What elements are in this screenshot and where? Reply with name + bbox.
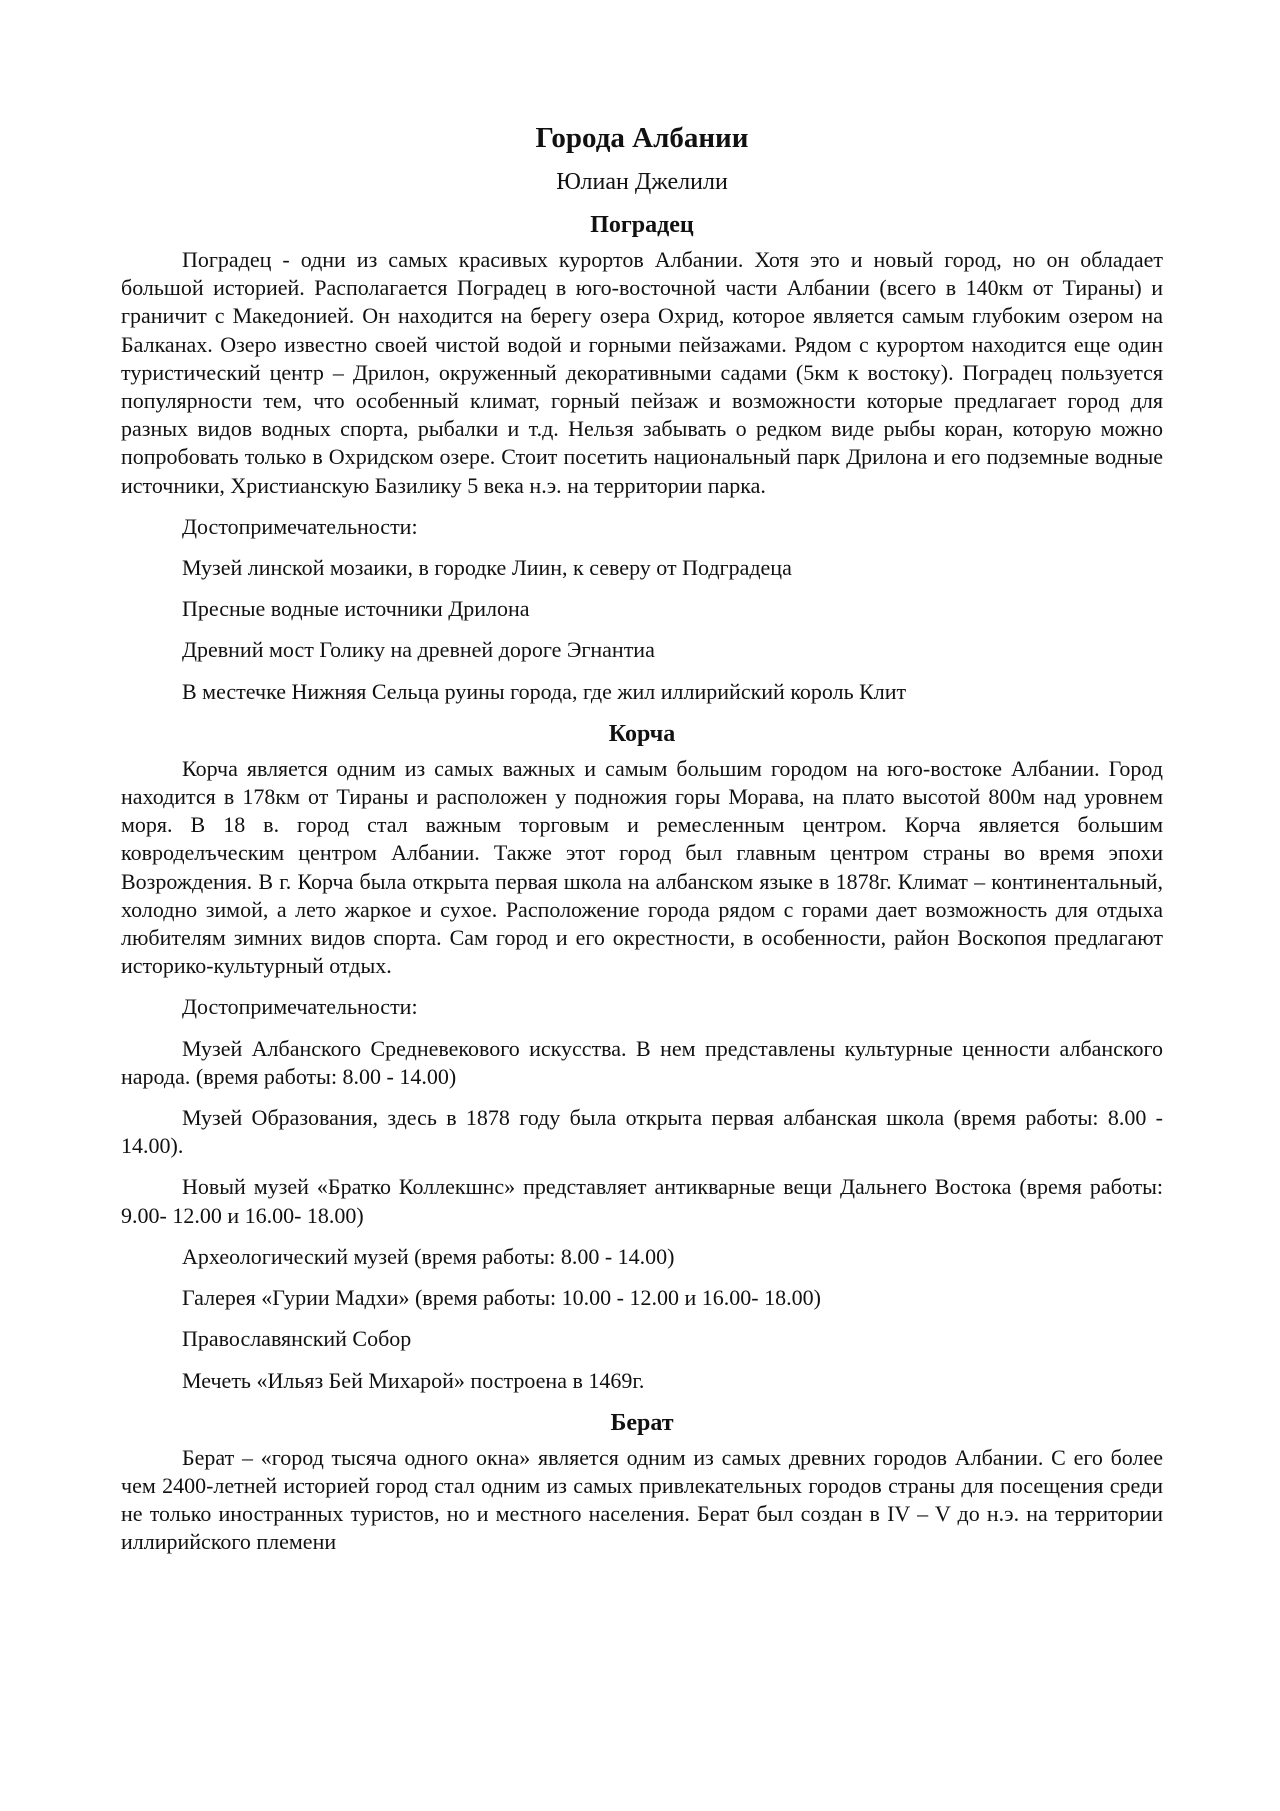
sight-item-korca-3: Новый музей «Братко Коллекшнс» представляет антикварные вещи Дальнего Востока (время работы: 9.00- 12.00 и 16.00- 18.00)	[121, 1174, 1163, 1228]
sight-item-pogradec-1: Музей линской мозаики, в городке Лиин, к северу от Подградеца	[182, 555, 792, 581]
section-heading-berat: Берат	[610, 1409, 674, 1436]
sight-item-korca-2: Музей Образования, здесь в 1878 году была открыта первая албанская школа (время работы: 8.00 - 14.00).	[121, 1105, 1163, 1159]
section-paragraph-korca: Корча является одним из самых важных и самым большим городом на юго-востоке Албании. Город находится в 178км от Тираны и расположен у подножия горы Морава, на плато высотой 800м над уровнем моря. В 18 в. город стал важным торговым и ремесленным центром. Корча является большим ковроделъческим центром Албании. Также этот город был главным центром страны во время эпохи Возрождения. В г. Корча была открыта первая школа на албанском языке в 1878г. Климат – континентальный, холодно зимой, а лето жаркое и сухое. Расположение города рядом с горами дает возможность для отдыха любителям зимних видов спорта. Сам город и его окрестности, в особенности, район Воскопоя предлагают историко-культурный отдых.	[121, 755, 1163, 979]
sight-item-pogradec-3: Древний мост Голику на древней дороге Эгнантиа	[182, 637, 655, 663]
sight-item-korca-6: Православянский Собор	[182, 1326, 412, 1352]
sight-item-pogradec-4: В местечке Нижняя Сельца руины города, где жил иллирийский король Клит	[182, 678, 907, 704]
sight-item-korca-4: Археологический музей (время работы: 8.00 - 14.00)	[182, 1243, 675, 1269]
document-title: Города Албании	[535, 122, 749, 154]
sights-label-pogradec: Достопримечательности:	[182, 513, 418, 539]
section-paragraph-pogradec: Поградец - одни из самых красивых курортов Албании. Хотя это и новый город, но он обладает большой историей. Располагается Поградец в юго-восточной части Албании (всего в 140км от Тираны) и граничит с Македонией. Он находится на берегу озера Охрид, которое является самым глубоким озером на Балканах. Озеро известно своей чистой водой и горными пейзажами. Рядом с курортом находится еще один туристический центр – Дрилон, окруженный декоративными садами (5км к востоку). Поградец пользуется популярности тем, что особенный климат, горный пейзаж и возможности которые предлагает город для разных видов водных спорта, рыбалки и т.д. Нельзя забывать о редком виде рыбы коран, которую можно попробовать только в Охридском озере. Стоит посетить национальный парк Дрилона и его подземные водные источники, Христианскую Базилику 5 века н.э. на территории парка.	[121, 247, 1163, 498]
section-heading-pogradec: Поградец	[590, 212, 694, 238]
section-heading-korca: Корча	[608, 720, 676, 747]
section-paragraph-berat: Берат – «город тысяча одного окна» является одним из самых древних городов Албании. С его более чем 2400-летней историей город стал одним из самых привлекательных городов страны для посещения среди не только иностранных туристов, но и местного населения. Берат был создан в IV – V до н.э. на территории иллирийского племени	[121, 1444, 1163, 1555]
sight-item-korca-5: Галерея «Гурии Мадхи» (время работы: 10.00 - 12.00 и 16.00- 18.00)	[182, 1285, 821, 1311]
document-author: Юлиан Джелили	[556, 169, 728, 195]
document-body	[121, 118, 1163, 1570]
sight-item-pogradec-2: Пресные водные источники Дрилона	[182, 596, 530, 622]
sight-item-korca-1: Музей Албанского Средневекового искусства. В нем представлены культурные ценности албанского народа. (время работы: 8.00 - 14.00)	[121, 1035, 1163, 1089]
sights-label-korca: Достопримечательности:	[182, 994, 418, 1020]
sight-item-korca-7: Мечеть «Ильяз Бей Михарой» построена в 1469г.	[182, 1367, 645, 1393]
